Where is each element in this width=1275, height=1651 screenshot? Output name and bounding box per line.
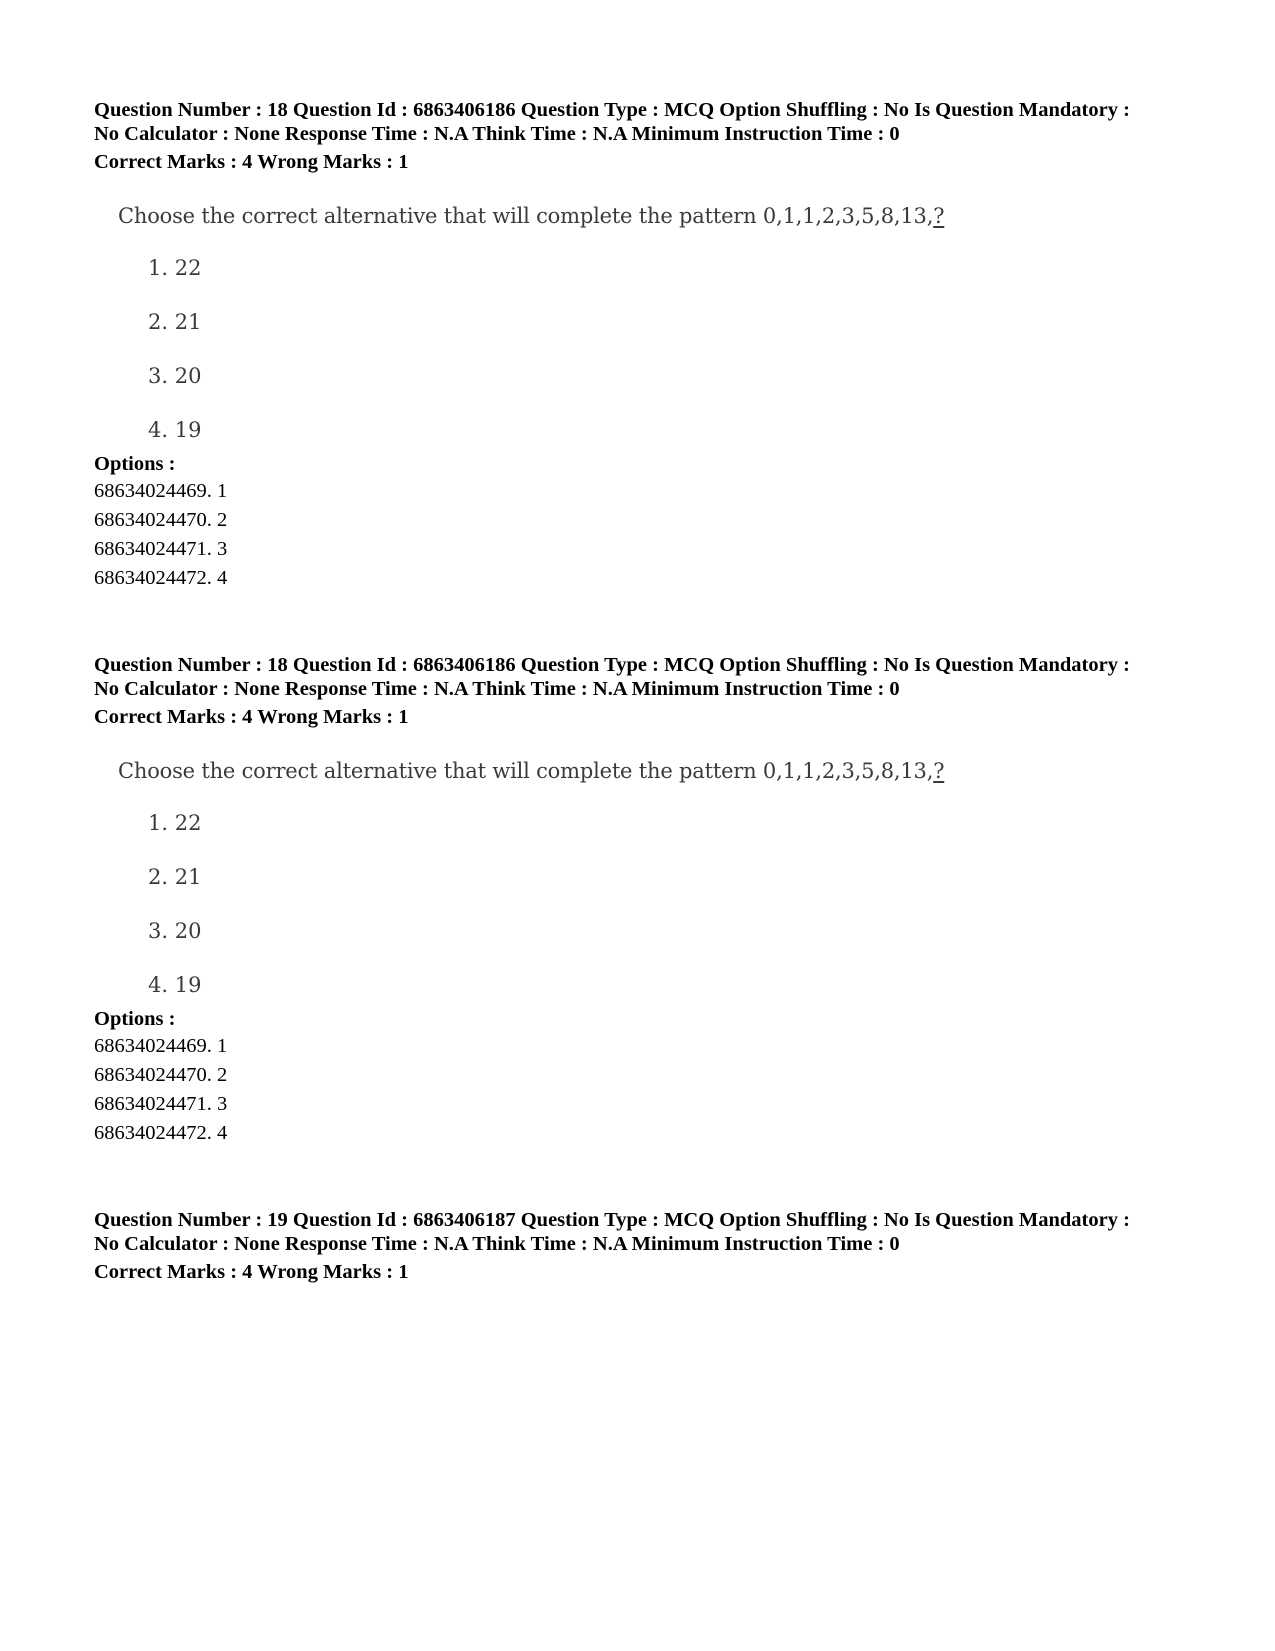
options-list — [94, 477, 1194, 593]
choice-item: 1. 22 — [148, 811, 202, 835]
choice-item: 4. 19 — [148, 418, 202, 442]
option-row: 68634024470. 2 — [94, 509, 228, 531]
option-row: 68634024472. 4 — [94, 567, 228, 589]
question-header-line-2: No Calculator : None Response Time : N.A Think Time : N.A Minimum Instruction Time : 0 — [94, 123, 900, 145]
question-header-line-1: Question Number : 18 Question Id : 6863406186 Question Type : MCQ Option Shuffling : No Is Question Mandatory : — [94, 654, 1130, 676]
question-image — [94, 203, 1194, 451]
question-block-1 — [94, 98, 1194, 593]
option-row: 68634024471. 3 — [94, 1093, 228, 1115]
options-title: Options : — [94, 453, 176, 475]
question-text — [118, 758, 944, 784]
choice-item: 2. 21 — [148, 865, 202, 889]
question-blank: ? — [933, 759, 945, 783]
question-header-line-1: Question Number : 19 Question Id : 6863406187 Question Type : MCQ Option Shuffling : No Is Question Mandatory : — [94, 1209, 1130, 1231]
marks-line: Correct Marks : 4 Wrong Marks : 1 — [94, 706, 409, 728]
choice-item: 1. 22 — [148, 256, 202, 280]
question-blank: ? — [933, 204, 945, 228]
question-block-2 — [94, 653, 1194, 1148]
question-header-line-2: No Calculator : None Response Time : N.A Think Time : N.A Minimum Instruction Time : 0 — [94, 678, 900, 700]
question-header-line-1: Question Number : 18 Question Id : 6863406186 Question Type : MCQ Option Shuffling : No Is Question Mandatory : — [94, 99, 1130, 121]
option-row: 68634024472. 4 — [94, 1122, 228, 1144]
question-image — [94, 758, 1194, 1006]
choice-item: 4. 19 — [148, 973, 202, 997]
question-text-body: Choose the correct alternative that will complete the pattern 0,1,1,2,3,5,8,13, — [118, 204, 934, 228]
option-row: 68634024471. 3 — [94, 538, 228, 560]
marks-line: Correct Marks : 4 Wrong Marks : 1 — [94, 1261, 409, 1283]
options-list — [94, 1032, 1194, 1148]
marks-line: Correct Marks : 4 Wrong Marks : 1 — [94, 151, 409, 173]
question-header-line-2: No Calculator : None Response Time : N.A Think Time : N.A Minimum Instruction Time : 0 — [94, 1233, 900, 1255]
question-text-body: Choose the correct alternative that will complete the pattern 0,1,1,2,3,5,8,13, — [118, 759, 934, 783]
options-title: Options : — [94, 1008, 176, 1030]
question-block-3 — [94, 1208, 1194, 1284]
choice-item: 2. 21 — [148, 310, 202, 334]
choice-item: 3. 20 — [148, 364, 202, 388]
option-row: 68634024469. 1 — [94, 1035, 228, 1057]
choice-item: 3. 20 — [148, 919, 202, 943]
option-row: 68634024469. 1 — [94, 480, 228, 502]
option-row: 68634024470. 2 — [94, 1064, 228, 1086]
question-text — [118, 203, 944, 229]
